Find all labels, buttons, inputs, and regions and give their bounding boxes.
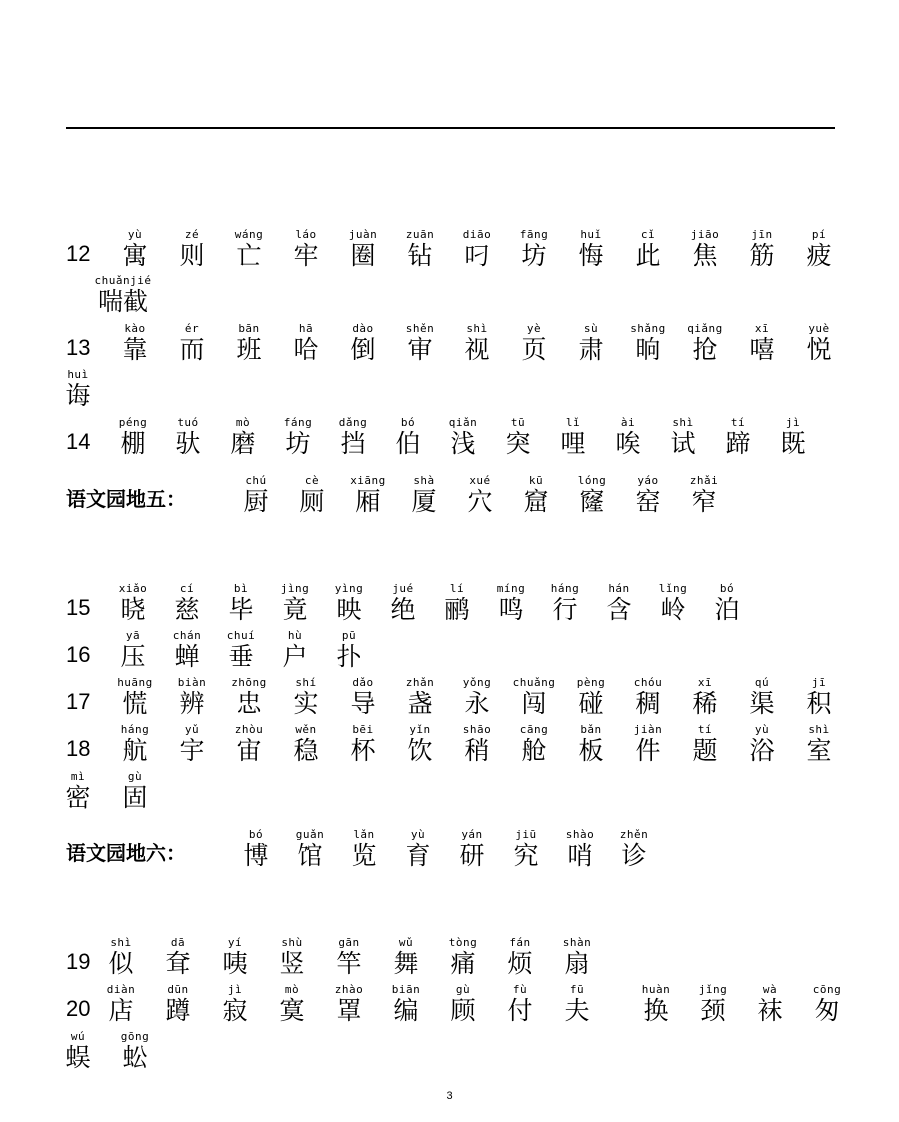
pinyin: zhěn: [619, 828, 649, 841]
vocab-item: [43, 368, 113, 420]
pinyin: tí: [697, 723, 713, 736]
hanzi: 杯: [350, 736, 376, 765]
header-rule: [66, 127, 835, 129]
pinyin: guǎn: [295, 828, 325, 841]
hanzi: 页: [521, 335, 547, 364]
pinyin: xué: [469, 474, 491, 487]
pinyin: míng: [496, 582, 526, 595]
vocab-item: [542, 936, 612, 988]
pinyin: jiàn: [633, 723, 663, 736]
pinyin: zuān: [405, 228, 435, 241]
pinyin: dào: [352, 322, 374, 335]
hanzi: 悔: [578, 241, 604, 270]
hanzi: 慈: [174, 595, 200, 624]
pinyin: zé: [184, 228, 200, 241]
hanzi: 饮: [407, 736, 433, 765]
hanzi: 稀: [692, 689, 718, 718]
pinyin: hù: [287, 629, 303, 642]
pinyin: lóng: [577, 474, 607, 487]
pinyin: pèng: [576, 676, 606, 689]
hanzi: 窑: [635, 487, 661, 516]
pinyin: ér: [184, 322, 200, 335]
hanzi: 驮: [175, 429, 201, 458]
pinyin: lí: [449, 582, 465, 595]
hanzi: 棚: [120, 429, 146, 458]
hanzi: 穴: [467, 487, 493, 516]
pinyin: fán: [509, 936, 531, 949]
pinyin: tū: [510, 416, 526, 429]
pinyin: cǐ: [640, 228, 656, 241]
pinyin: tí: [730, 416, 746, 429]
pinyin: huǐ: [580, 228, 602, 241]
vocab-row: [0, 770, 899, 822]
pinyin: chú: [245, 474, 267, 487]
pinyin: shěn: [405, 322, 435, 335]
hanzi: 宙: [236, 736, 262, 765]
pinyin: zhǎn: [405, 676, 435, 689]
hanzi: 慌: [122, 689, 148, 718]
vocab-row: [0, 274, 899, 326]
hanzi: 件: [635, 736, 661, 765]
pinyin: shàn: [562, 936, 592, 949]
vocab-row: [0, 228, 899, 280]
pinyin: biàn: [177, 676, 207, 689]
pinyin: jué: [392, 582, 414, 595]
pinyin: shì: [466, 322, 488, 335]
hanzi: 厢: [355, 487, 381, 516]
hanzi: 班: [236, 335, 262, 364]
pinyin: bì: [233, 582, 249, 595]
hanzi: 压: [120, 642, 146, 671]
hanzi: 辨: [179, 689, 205, 718]
hanzi: 厦: [411, 487, 437, 516]
hanzi: 晌: [635, 335, 661, 364]
pinyin: shāo: [462, 723, 492, 736]
pinyin: shì: [672, 416, 694, 429]
hanzi: 永: [464, 689, 490, 718]
hanzi: 挡: [340, 429, 366, 458]
pinyin: lǐ: [565, 416, 581, 429]
pinyin: jī: [811, 676, 827, 689]
hanzi: 毕: [228, 595, 254, 624]
hanzi: 舱: [521, 736, 547, 765]
vocab-row: [0, 629, 899, 681]
pinyin: cāng: [519, 723, 549, 736]
pinyin: láo: [295, 228, 317, 241]
hanzi: 换: [643, 996, 669, 1025]
pinyin: qiǎng: [687, 322, 723, 335]
hanzi: 哩: [560, 429, 586, 458]
pinyin: hā: [298, 322, 314, 335]
vocab-item: [314, 629, 384, 681]
hanzi: 圈: [350, 241, 376, 270]
pinyin: fáng: [283, 416, 313, 429]
pinyin: lǐng: [658, 582, 688, 595]
hanzi: 厨: [243, 487, 269, 516]
vocab-row: [0, 676, 899, 728]
pinyin: dǎng: [338, 416, 368, 429]
hanzi: 题: [692, 736, 718, 765]
hanzi: 宇: [179, 736, 205, 765]
hanzi: 筋: [749, 241, 775, 270]
hanzi: 竟: [282, 595, 308, 624]
hanzi: 蜈: [65, 1043, 91, 1072]
vocab-item: [88, 274, 158, 326]
pinyin: xiǎo: [118, 582, 148, 595]
hanzi: 寞: [279, 996, 305, 1025]
vocab-row: [0, 474, 899, 526]
pinyin: qiǎn: [448, 416, 478, 429]
hanzi: 研: [459, 841, 485, 870]
vocab-item: [792, 983, 862, 1035]
pinyin: gù: [455, 983, 471, 996]
hanzi: 浅: [450, 429, 476, 458]
vocab-row: [0, 936, 899, 988]
hanzi: 岭: [660, 595, 686, 624]
hanzi: 烦: [507, 949, 533, 978]
hanzi: 此: [635, 241, 661, 270]
pinyin: dā: [170, 936, 186, 949]
hanzi: 蚣: [122, 1043, 148, 1072]
hanzi: 喘截: [97, 287, 148, 316]
hanzi: 磨: [230, 429, 256, 458]
hanzi: 窄: [691, 487, 717, 516]
hanzi: 店: [108, 996, 134, 1025]
pinyin: péng: [118, 416, 148, 429]
hanzi: 亡: [236, 241, 262, 270]
hanzi: 唉: [615, 429, 641, 458]
pinyin: yáo: [637, 474, 659, 487]
pinyin: mò: [235, 416, 251, 429]
hanzi: 室: [806, 736, 832, 765]
hanzi: 疲: [806, 241, 832, 270]
pinyin: wà: [762, 983, 778, 996]
hanzi: 鹂: [444, 595, 470, 624]
pinyin: shì: [808, 723, 830, 736]
pinyin: zhào: [334, 983, 364, 996]
hanzi: 悦: [806, 335, 832, 364]
hanzi: 绝: [390, 595, 416, 624]
vocab-item: [758, 416, 828, 468]
hanzi: 痛: [450, 949, 476, 978]
pinyin: bān: [238, 322, 260, 335]
pinyin: shà: [413, 474, 435, 487]
vocab-row: [0, 828, 899, 880]
pinyin: shào: [565, 828, 595, 841]
lesson-number: 12: [66, 241, 91, 266]
lesson-number: 18: [66, 736, 91, 761]
lesson-number: 13: [66, 335, 91, 360]
pinyin: yǒng: [462, 676, 492, 689]
pinyin: sù: [583, 322, 599, 335]
hanzi: 碰: [578, 689, 604, 718]
pinyin: tòng: [448, 936, 478, 949]
pinyin: bǎn: [580, 723, 602, 736]
hanzi: 叼: [464, 241, 490, 270]
hanzi: 寂: [222, 996, 248, 1025]
pinyin: fū: [569, 983, 585, 996]
lesson-number: 15: [66, 595, 91, 620]
pinyin: jì: [785, 416, 801, 429]
pinyin: cè: [304, 474, 320, 487]
pinyin: dūn: [167, 983, 189, 996]
pinyin: huàn: [641, 983, 671, 996]
pinyin: chuǎnjié: [94, 274, 152, 287]
pinyin: biān: [391, 983, 421, 996]
hanzi: 稠: [635, 689, 661, 718]
pinyin: wú: [70, 1030, 86, 1043]
hanzi: 育: [405, 841, 431, 870]
pinyin: pí: [811, 228, 827, 241]
hanzi: 含: [606, 595, 632, 624]
hanzi: 肃: [578, 335, 604, 364]
hanzi: 行: [552, 595, 578, 624]
hanzi: 试: [670, 429, 696, 458]
hanzi: 则: [179, 241, 205, 270]
pinyin: shì: [110, 936, 132, 949]
hanzi: 而: [179, 335, 205, 364]
hanzi: 伯: [395, 429, 421, 458]
hanzi: 匆: [814, 996, 840, 1025]
lesson-number: 16: [66, 642, 91, 667]
pinyin: háng: [120, 723, 150, 736]
hanzi: 究: [513, 841, 539, 870]
hanzi: 泊: [714, 595, 740, 624]
pinyin: lǎn: [353, 828, 375, 841]
pinyin: jì: [227, 983, 243, 996]
hanzi: 罩: [336, 996, 362, 1025]
hanzi: 稳: [293, 736, 319, 765]
hanzi: 耷: [165, 949, 191, 978]
pinyin: gān: [338, 936, 360, 949]
hanzi: 哈: [293, 335, 319, 364]
pinyin: pū: [341, 629, 357, 642]
vocab-item: [100, 770, 170, 822]
hanzi: 顾: [450, 996, 476, 1025]
section-heading: 语文园地六：: [66, 841, 186, 865]
hanzi: 户: [282, 642, 308, 671]
pinyin: háng: [550, 582, 580, 595]
hanzi: 映: [336, 595, 362, 624]
pinyin: zhōng: [231, 676, 267, 689]
pinyin: chuí: [226, 629, 256, 642]
pinyin: wǔ: [398, 936, 414, 949]
hanzi: 蹲: [165, 996, 191, 1025]
pinyin: ài: [620, 416, 636, 429]
pinyin: diàn: [106, 983, 136, 996]
vocab-row: [0, 983, 899, 1035]
pinyin: diāo: [462, 228, 492, 241]
hanzi: 窿: [579, 487, 605, 516]
pinyin: jiū: [515, 828, 537, 841]
vocab-item: [542, 983, 612, 1035]
hanzi: 焦: [692, 241, 718, 270]
hanzi: 抢: [692, 335, 718, 364]
hanzi: 坊: [285, 429, 311, 458]
pinyin: gù: [127, 770, 143, 783]
pinyin: yí: [227, 936, 243, 949]
pinyin: chuǎng: [512, 676, 556, 689]
hanzi: 夫: [564, 996, 590, 1025]
pinyin: huì: [67, 368, 89, 381]
hanzi: 既: [780, 429, 806, 458]
vocab-item: [784, 723, 854, 775]
hanzi: 厕: [299, 487, 325, 516]
hanzi: 固: [122, 783, 148, 812]
vocab-row: [0, 1030, 899, 1082]
hanzi: 牢: [293, 241, 319, 270]
pinyin: yuè: [808, 322, 830, 335]
hanzi: 航: [122, 736, 148, 765]
pinyin: jīn: [751, 228, 773, 241]
hanzi: 鸣: [498, 595, 524, 624]
pinyin: gōng: [120, 1030, 150, 1043]
lesson-number: 14: [66, 429, 91, 454]
vocab-row: [0, 416, 899, 468]
pinyin: xī: [754, 322, 770, 335]
pinyin: bó: [400, 416, 416, 429]
pinyin: wáng: [234, 228, 264, 241]
hanzi: 竖: [279, 949, 305, 978]
vocab-item: [784, 228, 854, 280]
pinyin: shǎng: [630, 322, 666, 335]
pinyin: yù: [127, 228, 143, 241]
pinyin: yìng: [334, 582, 364, 595]
pinyin: huāng: [117, 676, 153, 689]
pinyin: yù: [410, 828, 426, 841]
hanzi: 盏: [407, 689, 433, 718]
lesson-number: 19: [66, 949, 91, 974]
pinyin: qú: [754, 676, 770, 689]
vocab-row: [0, 582, 899, 634]
hanzi: 咦: [222, 949, 248, 978]
pinyin: yù: [754, 723, 770, 736]
pinyin: wěn: [295, 723, 317, 736]
hanzi: 靠: [122, 335, 148, 364]
pinyin: mì: [70, 770, 86, 783]
pinyin: yǐn: [409, 723, 431, 736]
pinyin: cí: [179, 582, 195, 595]
pinyin: fù: [512, 983, 528, 996]
pinyin: xī: [697, 676, 713, 689]
vocab-item: [692, 582, 762, 634]
hanzi: 渠: [749, 689, 775, 718]
hanzi: 似: [108, 949, 134, 978]
hanzi: 袜: [757, 996, 783, 1025]
hanzi: 编: [393, 996, 419, 1025]
hanzi: 积: [806, 689, 832, 718]
pinyin: hán: [608, 582, 630, 595]
vocab-item: [784, 676, 854, 728]
pinyin: mò: [284, 983, 300, 996]
hanzi: 稍: [464, 736, 490, 765]
hanzi: 导: [350, 689, 376, 718]
hanzi: 舞: [393, 949, 419, 978]
hanzi: 览: [351, 841, 377, 870]
pinyin: yā: [125, 629, 141, 642]
hanzi: 蹄: [725, 429, 751, 458]
hanzi: 视: [464, 335, 490, 364]
hanzi: 馆: [297, 841, 323, 870]
hanzi: 扑: [336, 642, 362, 671]
section-heading: 语文园地五：: [66, 487, 186, 511]
hanzi: 哨: [567, 841, 593, 870]
pinyin: juàn: [348, 228, 378, 241]
pinyin: xiāng: [350, 474, 386, 487]
hanzi: 板: [578, 736, 604, 765]
hanzi: 诲: [65, 381, 91, 410]
hanzi: 颈: [700, 996, 726, 1025]
pinyin: dǎo: [352, 676, 374, 689]
vocab-row: [0, 322, 899, 374]
pinyin: bó: [719, 582, 735, 595]
page-number: 3: [446, 1090, 453, 1102]
pinyin: yán: [461, 828, 483, 841]
pinyin: bēi: [352, 723, 374, 736]
vocab-item: [100, 1030, 170, 1082]
pinyin: yǔ: [184, 723, 200, 736]
pinyin: jiāo: [690, 228, 720, 241]
hanzi: 扇: [564, 949, 590, 978]
pinyin: jìng: [280, 582, 310, 595]
lesson-number: 17: [66, 689, 91, 714]
pinyin: shù: [281, 936, 303, 949]
hanzi: 审: [407, 335, 433, 364]
pinyin: chóu: [633, 676, 663, 689]
pinyin: shí: [295, 676, 317, 689]
hanzi: 蝉: [174, 642, 200, 671]
hanzi: 嘻: [749, 335, 775, 364]
vocab-row: [0, 368, 899, 420]
vocab-item: [669, 474, 739, 526]
hanzi: 倒: [350, 335, 376, 364]
vocab-row: [0, 723, 899, 775]
hanzi: 竿: [336, 949, 362, 978]
lesson-number: 20: [66, 996, 91, 1021]
hanzi: 诊: [621, 841, 647, 870]
pinyin: kào: [124, 322, 146, 335]
hanzi: 寓: [122, 241, 148, 270]
pinyin: cōng: [812, 983, 842, 996]
hanzi: 浴: [749, 736, 775, 765]
hanzi: 钻: [407, 241, 433, 270]
vocab-item: [784, 322, 854, 374]
hanzi: 付: [507, 996, 533, 1025]
pinyin: fāng: [519, 228, 549, 241]
vocab-item: [599, 828, 669, 880]
pinyin: jǐng: [698, 983, 728, 996]
hanzi: 博: [243, 841, 269, 870]
hanzi: 密: [65, 783, 91, 812]
hanzi: 晓: [120, 595, 146, 624]
hanzi: 闯: [521, 689, 547, 718]
hanzi: 窟: [523, 487, 549, 516]
hanzi: 突: [505, 429, 531, 458]
pinyin: kū: [528, 474, 544, 487]
hanzi: 忠: [236, 689, 262, 718]
pinyin: chán: [172, 629, 202, 642]
pinyin: bó: [248, 828, 264, 841]
hanzi: 坊: [521, 241, 547, 270]
pinyin: tuó: [177, 416, 199, 429]
pinyin: yè: [526, 322, 542, 335]
hanzi: 实: [293, 689, 319, 718]
hanzi: 垂: [228, 642, 254, 671]
pinyin: zhǎi: [689, 474, 719, 487]
pinyin: zhòu: [234, 723, 264, 736]
